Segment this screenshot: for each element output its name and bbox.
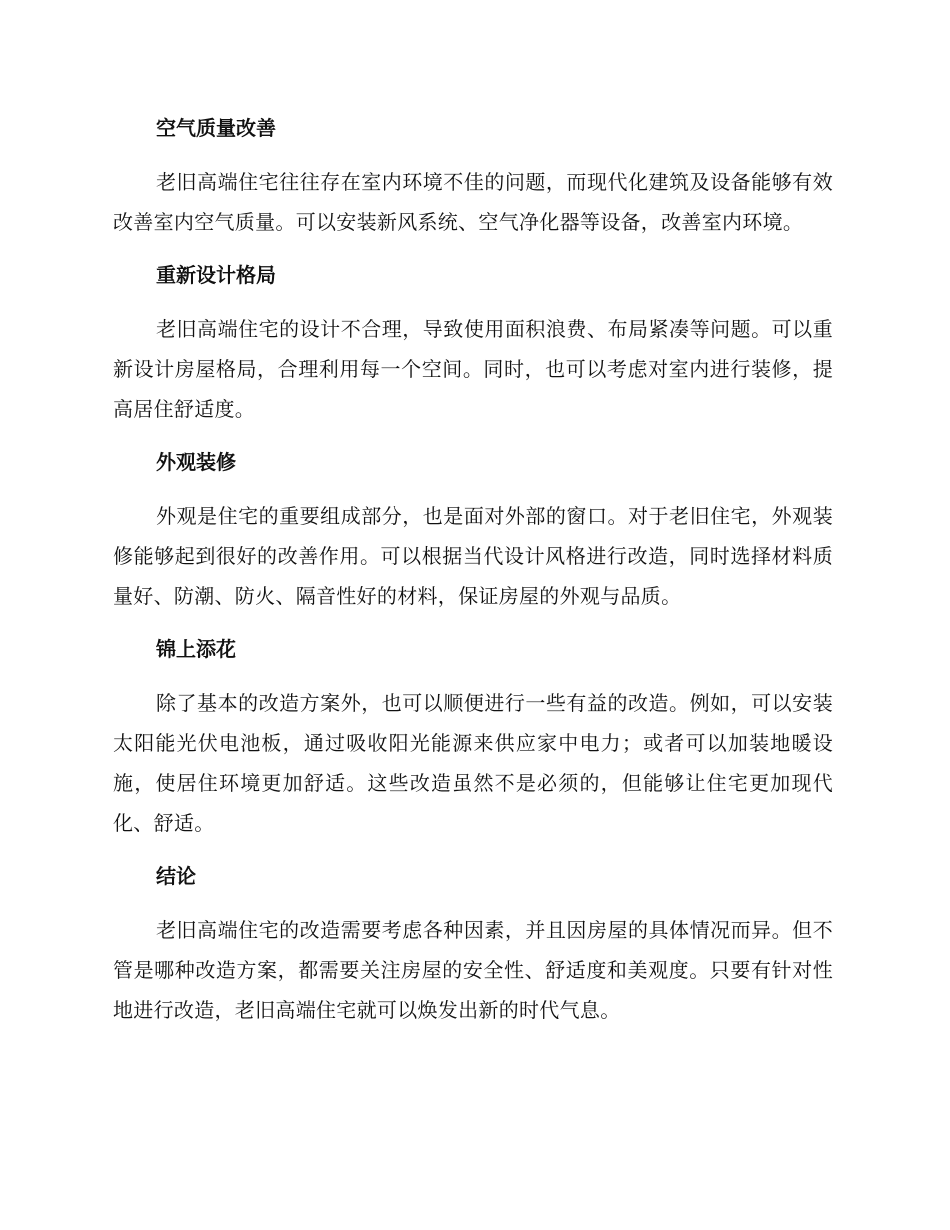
section-layout-redesign (113, 255, 833, 429)
section-paragraph: 外观是住宅的重要组成部分，也是面对外部的窗口。对于老旧住宅，外观装修能够起到很好的改善作用。可以根据当代设计风格进行改造，同时选择材料质量好、防潮、防火、隔音性好的材料，保证房屋的外观与品质。 (113, 504, 833, 608)
section-heading: 外观装修 (156, 450, 236, 474)
section-paragraph: 老旧高端住宅的设计不合理，导致使用面积浪费、布局紧凑等问题。可以重新设计房屋格局，合理利用每一个空间。同时，也可以考虑对室内进行装修，提高居住舒适度。 (113, 317, 833, 421)
section-conclusion (113, 856, 833, 1030)
section-heading: 空气质量改善 (156, 116, 276, 140)
section-air-quality (113, 108, 833, 242)
section-exterior (113, 442, 833, 616)
section-extras (113, 629, 833, 843)
section-heading: 重新设计格局 (156, 263, 276, 287)
section-paragraph: 老旧高端住宅往往存在室内环境不佳的问题，而现代化建筑及设备能够有效改善室内空气质量。可以安装新风系统、空气净化器等设备，改善室内环境。 (113, 170, 833, 234)
section-paragraph: 除了基本的改造方案外，也可以顺便进行一些有益的改造。例如，可以安装太阳能光伏电池板，通过吸收阳光能源来供应家中电力；或者可以加装地暖设施，使居住环境更加舒适。这些改造虽然不是必须的，但能够让住宅更加现代化、舒适。 (113, 691, 833, 835)
document-page (113, 108, 833, 1043)
section-heading: 结论 (156, 864, 196, 888)
section-paragraph: 老旧高端住宅的改造需要考虑各种因素，并且因房屋的具体情况而异。但不管是哪种改造方案，都需要关注房屋的安全性、舒适度和美观度。只要有针对性地进行改造，老旧高端住宅就可以焕发出新的时代气息。 (113, 918, 833, 1022)
section-heading: 锦上添花 (156, 637, 236, 661)
